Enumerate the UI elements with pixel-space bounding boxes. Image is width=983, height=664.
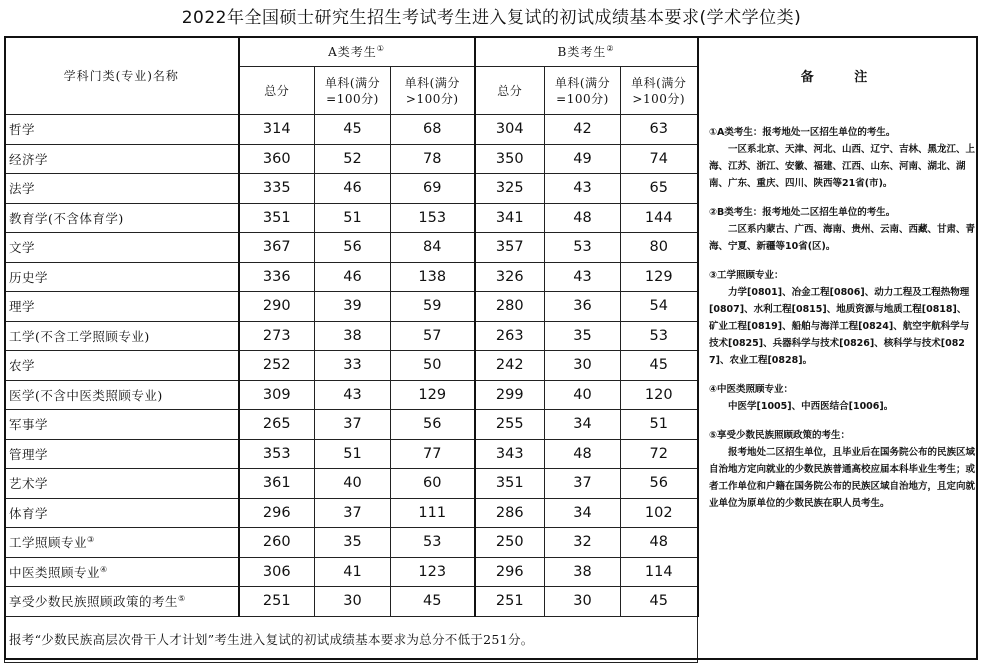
page-title: 2022年全国硕士研究生招生考试考生进入复试的初试成绩基本要求(学术学位类) [181, 8, 802, 28]
a-score-cell: 351 [239, 203, 315, 233]
b-score-cell: 34 [545, 410, 621, 440]
a-single-100-header: 单科(满分 =100分) [315, 67, 391, 115]
b-score-cell: 30 [545, 351, 621, 381]
b-score-cell: 65 [621, 174, 698, 204]
note-body: 一区系北京、天津、河北、山西、辽宁、吉林、黑龙江、上海、江苏、浙江、安徽、福建、江西、山东、河南、湖北、湖南、广东、重庆、四川、陕西等21省(市)。 [709, 144, 976, 189]
a-score-cell: 252 [239, 351, 315, 381]
footnote-mark: ③ [87, 535, 95, 545]
b-score-cell: 45 [621, 587, 698, 617]
b-score-cell: 74 [621, 144, 698, 174]
a-score-cell: 138 [391, 262, 475, 292]
b-score-cell: 42 [545, 115, 621, 145]
b-score-cell: 299 [475, 380, 545, 410]
a-score-cell: 361 [239, 469, 315, 499]
group-b-header: B类考生② [475, 37, 698, 67]
b-score-cell: 325 [475, 174, 545, 204]
b-score-cell: 296 [475, 557, 545, 587]
a-score-cell: 38 [315, 321, 391, 351]
a-single-gt100-header: 单科(满分 >100分) [391, 67, 475, 115]
b-score-cell: 251 [475, 587, 545, 617]
b-score-cell: 114 [621, 557, 698, 587]
b-score-cell: 102 [621, 498, 698, 528]
note-body: 中医学[1005]、中西医结合[1006]。 [728, 401, 894, 412]
footnote-mark: ⑤ [178, 594, 186, 604]
b-score-cell: 357 [475, 233, 545, 263]
a-score-cell: 56 [391, 410, 475, 440]
a-score-cell: 129 [391, 380, 475, 410]
b-score-cell: 351 [475, 469, 545, 499]
subject-name: 管理学 [9, 446, 49, 462]
b-score-cell: 36 [545, 292, 621, 322]
b-score-cell: 53 [545, 233, 621, 263]
a-score-cell: 52 [315, 144, 391, 174]
b-single-100-header: 单科(满分 =100分) [545, 67, 621, 115]
a-score-cell: 309 [239, 380, 315, 410]
b-score-cell: 54 [621, 292, 698, 322]
note-head: ②B类考生：报考地处二区招生单位的考生。 [709, 207, 896, 218]
subject-name: 工学(不含工学照顾专业) [9, 328, 150, 344]
b-score-cell: 48 [621, 528, 698, 558]
a-score-cell: 306 [239, 557, 315, 587]
a-score-cell: 37 [315, 498, 391, 528]
subject-name: 艺术学 [9, 476, 49, 492]
b-score-cell: 144 [621, 203, 698, 233]
b-score-cell: 242 [475, 351, 545, 381]
b-score-cell: 250 [475, 528, 545, 558]
b-score-cell: 120 [621, 380, 698, 410]
subject-name: 经济学 [9, 151, 49, 167]
subject-name: 军事学 [9, 417, 49, 433]
a-score-cell: 39 [315, 292, 391, 322]
subject-name: 享受少数民族照顾政策的考生 [9, 594, 179, 610]
notes-header: 备 注 [800, 69, 886, 85]
subject-name: 历史学 [9, 269, 49, 285]
b-score-cell: 129 [621, 262, 698, 292]
a-score-cell: 68 [391, 115, 475, 145]
footnote-mark: ④ [100, 564, 108, 574]
note-body: 二区系内蒙古、广西、海南、贵州、云南、西藏、甘肃、青海、宁夏、新疆等10省(区)。 [709, 224, 976, 252]
b-score-cell: 72 [621, 439, 698, 469]
b-score-cell: 53 [621, 321, 698, 351]
a-score-cell: 123 [391, 557, 475, 587]
note-head: ③工学照顾专业： [709, 270, 784, 281]
a-score-cell: 60 [391, 469, 475, 499]
subject-name: 中医类照顾专业 [9, 564, 101, 580]
a-score-cell: 43 [315, 380, 391, 410]
subject-name: 理学 [9, 299, 36, 315]
subject-name: 工学照顾专业 [9, 535, 88, 551]
b-score-cell: 38 [545, 557, 621, 587]
a-score-cell: 153 [391, 203, 475, 233]
b-score-cell: 56 [621, 469, 698, 499]
a-score-cell: 290 [239, 292, 315, 322]
a-score-cell: 45 [391, 587, 475, 617]
footer-note: 报考“少数民族高层次骨干人才计划”考生进入复试的初试成绩基本要求为总分不低于251分。 [5, 616, 698, 662]
a-score-cell: 111 [391, 498, 475, 528]
b-score-cell: 37 [545, 469, 621, 499]
b-score-cell: 35 [545, 321, 621, 351]
a-score-cell: 37 [315, 410, 391, 440]
subject-column-header: 学科门类(专业)名称 [5, 37, 239, 115]
a-score-cell: 45 [315, 115, 391, 145]
a-score-cell: 367 [239, 233, 315, 263]
a-score-cell: 41 [315, 557, 391, 587]
b-score-cell: 34 [545, 498, 621, 528]
b-score-cell: 30 [545, 587, 621, 617]
subject-name: 哲学 [9, 122, 36, 138]
note-head: ④中医类照顾专业： [709, 384, 794, 395]
b-score-cell: 48 [545, 203, 621, 233]
a-score-cell: 77 [391, 439, 475, 469]
b-score-cell: 63 [621, 115, 698, 145]
a-score-cell: 260 [239, 528, 315, 558]
table-frame [4, 36, 978, 660]
a-score-cell: 57 [391, 321, 475, 351]
subject-name: 教育学(不含体育学) [9, 210, 124, 226]
a-score-cell: 336 [239, 262, 315, 292]
a-score-cell: 30 [315, 587, 391, 617]
a-score-cell: 251 [239, 587, 315, 617]
group-a-header: A类考生① [239, 37, 475, 67]
a-score-cell: 353 [239, 439, 315, 469]
b-score-cell: 343 [475, 439, 545, 469]
a-score-cell: 360 [239, 144, 315, 174]
a-total-header: 总分 [239, 67, 315, 115]
subject-name: 农学 [9, 358, 36, 374]
a-score-cell: 69 [391, 174, 475, 204]
a-score-cell: 59 [391, 292, 475, 322]
a-score-cell: 35 [315, 528, 391, 558]
b-score-cell: 51 [621, 410, 698, 440]
b-score-cell: 286 [475, 498, 545, 528]
b-score-cell: 43 [545, 174, 621, 204]
b-score-cell: 49 [545, 144, 621, 174]
a-score-cell: 335 [239, 174, 315, 204]
subject-name: 法学 [9, 181, 36, 197]
a-score-cell: 78 [391, 144, 475, 174]
a-score-cell: 314 [239, 115, 315, 145]
b-score-cell: 45 [621, 351, 698, 381]
subject-name: 医学(不含中医类照顾专业) [9, 387, 163, 403]
note-body: 力学[0801]、冶金工程[0806]、动力工程及工程热物理[0807]、水利工程[0815]、地质资源与地质工程[0818]、矿业工程[0819]、船舶与海洋工程[0824]、航空宇航科学与技术[0825]、兵器科学与技术[0826]、核科学与技术[0827]、农业工程[0828]。 [709, 287, 970, 366]
a-score-cell: 50 [391, 351, 475, 381]
b-score-cell: 350 [475, 144, 545, 174]
note-head: ⑤享受少数民族照顾政策的考生： [709, 430, 851, 441]
note-body: 报考地处二区招生单位，且毕业后在国务院公布的民族区域自治地方定向就业的少数民族普通高校应届本科毕业生考生；或者工作单位和户籍在国务院公布的民族区域自治地方，且定向就业单位为原单位的少数民族在职人员考生。 [709, 447, 976, 509]
a-score-cell: 51 [315, 203, 391, 233]
b-score-cell: 80 [621, 233, 698, 263]
a-score-cell: 51 [315, 439, 391, 469]
a-score-cell: 40 [315, 469, 391, 499]
b-score-cell: 32 [545, 528, 621, 558]
b-score-cell: 48 [545, 439, 621, 469]
a-score-cell: 273 [239, 321, 315, 351]
b-score-cell: 304 [475, 115, 545, 145]
b-score-cell: 43 [545, 262, 621, 292]
b-score-cell: 40 [545, 380, 621, 410]
a-score-cell: 53 [391, 528, 475, 558]
b-score-cell: 341 [475, 203, 545, 233]
a-score-cell: 46 [315, 174, 391, 204]
subject-name: 文学 [9, 240, 36, 256]
b-score-cell: 326 [475, 262, 545, 292]
note-head: ①A类考生：报考地处一区招生单位的考生。 [709, 127, 896, 138]
b-score-cell: 255 [475, 410, 545, 440]
a-score-cell: 265 [239, 410, 315, 440]
b-single-gt100-header: 单科(满分 >100分) [621, 67, 698, 115]
a-score-cell: 33 [315, 351, 391, 381]
subject-name: 体育学 [9, 505, 49, 521]
a-score-cell: 84 [391, 233, 475, 263]
b-score-cell: 280 [475, 292, 545, 322]
a-score-cell: 56 [315, 233, 391, 263]
a-score-cell: 46 [315, 262, 391, 292]
b-score-cell: 263 [475, 321, 545, 351]
a-score-cell: 296 [239, 498, 315, 528]
b-total-header: 总分 [475, 67, 545, 115]
